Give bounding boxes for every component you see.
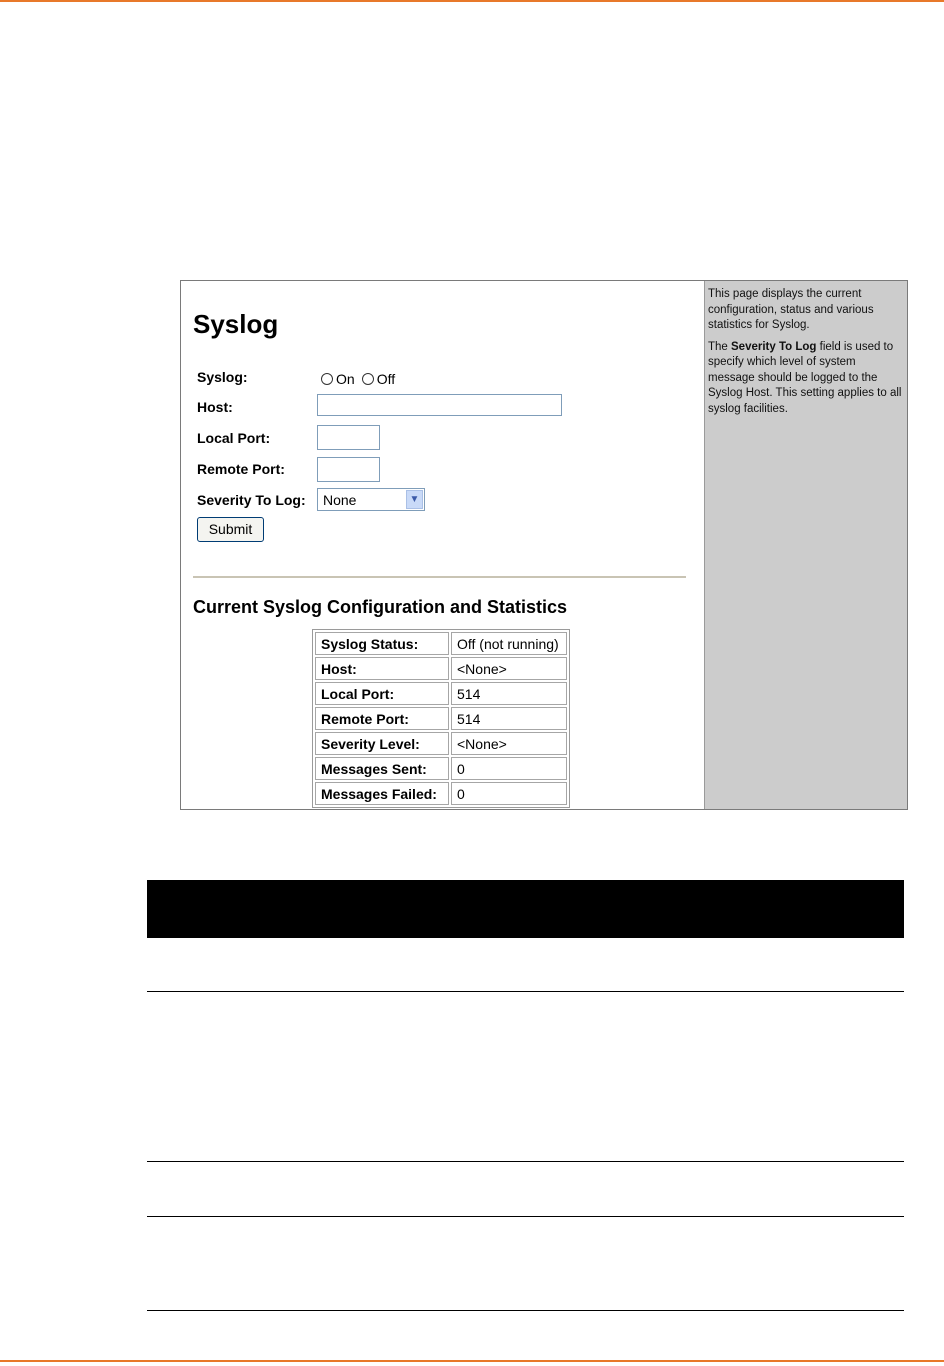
syslog-label: Syslog: (197, 369, 248, 385)
local-port-input[interactable] (317, 425, 380, 450)
radio-off[interactable] (362, 373, 374, 385)
host-label: Host: (197, 399, 233, 415)
bottom-orange-rule (0, 1360, 944, 1362)
stat-key: Severity Level: (315, 732, 449, 755)
document-table-divider (147, 1310, 904, 1311)
radio-on[interactable] (321, 373, 333, 385)
stat-value: 514 (451, 682, 567, 705)
table-row (315, 732, 567, 755)
syslog-screenshot (180, 280, 908, 810)
severity-select[interactable] (317, 488, 425, 511)
stat-key: Local Port: (315, 682, 449, 705)
section-divider (193, 576, 686, 578)
help-paragraph-2 (708, 340, 903, 418)
page-title: Syslog (193, 309, 279, 339)
syslog-main-panel (181, 281, 704, 809)
table-row (315, 657, 567, 680)
remote-port-label: Remote Port: (197, 461, 285, 477)
document-table-divider (147, 991, 904, 992)
help-p2-prefix: The (708, 340, 732, 353)
stat-value: 0 (451, 757, 567, 780)
radio-on-option[interactable] (321, 371, 355, 387)
table-row (315, 682, 567, 705)
table-row (315, 707, 567, 730)
chevron-down-icon[interactable]: ▼ (406, 490, 423, 509)
table-row (315, 757, 567, 780)
stat-key: Remote Port: (315, 707, 449, 730)
help-p2-bold: Severity To Log (731, 340, 817, 353)
stat-value: <None> (451, 657, 567, 680)
submit-button[interactable]: Submit (197, 517, 264, 542)
document-table-divider (147, 1216, 904, 1217)
local-port-label: Local Port: (197, 430, 271, 446)
host-input[interactable] (317, 394, 562, 416)
stats-section-title: Current Syslog Configuration and Statistics (193, 597, 568, 617)
stat-key: Messages Sent: (315, 757, 449, 780)
stat-value: 514 (451, 707, 567, 730)
help-paragraph-1: This page displays the current configuration, status and various statistics for Syslog. (708, 288, 874, 331)
radio-off-label: Off (376, 371, 396, 387)
stats-table (312, 629, 570, 808)
severity-label: Severity To Log: (197, 492, 306, 508)
remote-port-input[interactable] (317, 457, 380, 482)
document-table-divider (147, 1161, 904, 1162)
severity-selected-value: None (323, 492, 357, 508)
radio-on-label: On (336, 371, 355, 387)
table-row (315, 782, 567, 805)
stat-key: Syslog Status: (315, 632, 449, 655)
help-p2-suffix: field is used to specify which level of system message should be logged to the Syslog Host. This setting applies to all syslog facilities. (708, 340, 902, 415)
stat-key: Messages Failed: (315, 782, 449, 805)
stat-value: <None> (451, 732, 567, 755)
stat-value: 0 (451, 782, 567, 805)
top-orange-rule (0, 0, 944, 2)
table-row (315, 632, 567, 655)
radio-off-option[interactable] (362, 371, 395, 387)
help-panel (704, 281, 907, 809)
syslog-radio-group (321, 371, 402, 387)
stat-value: Off (not running) (451, 632, 567, 655)
stat-key: Host: (315, 657, 449, 680)
document-table-header (147, 880, 904, 938)
